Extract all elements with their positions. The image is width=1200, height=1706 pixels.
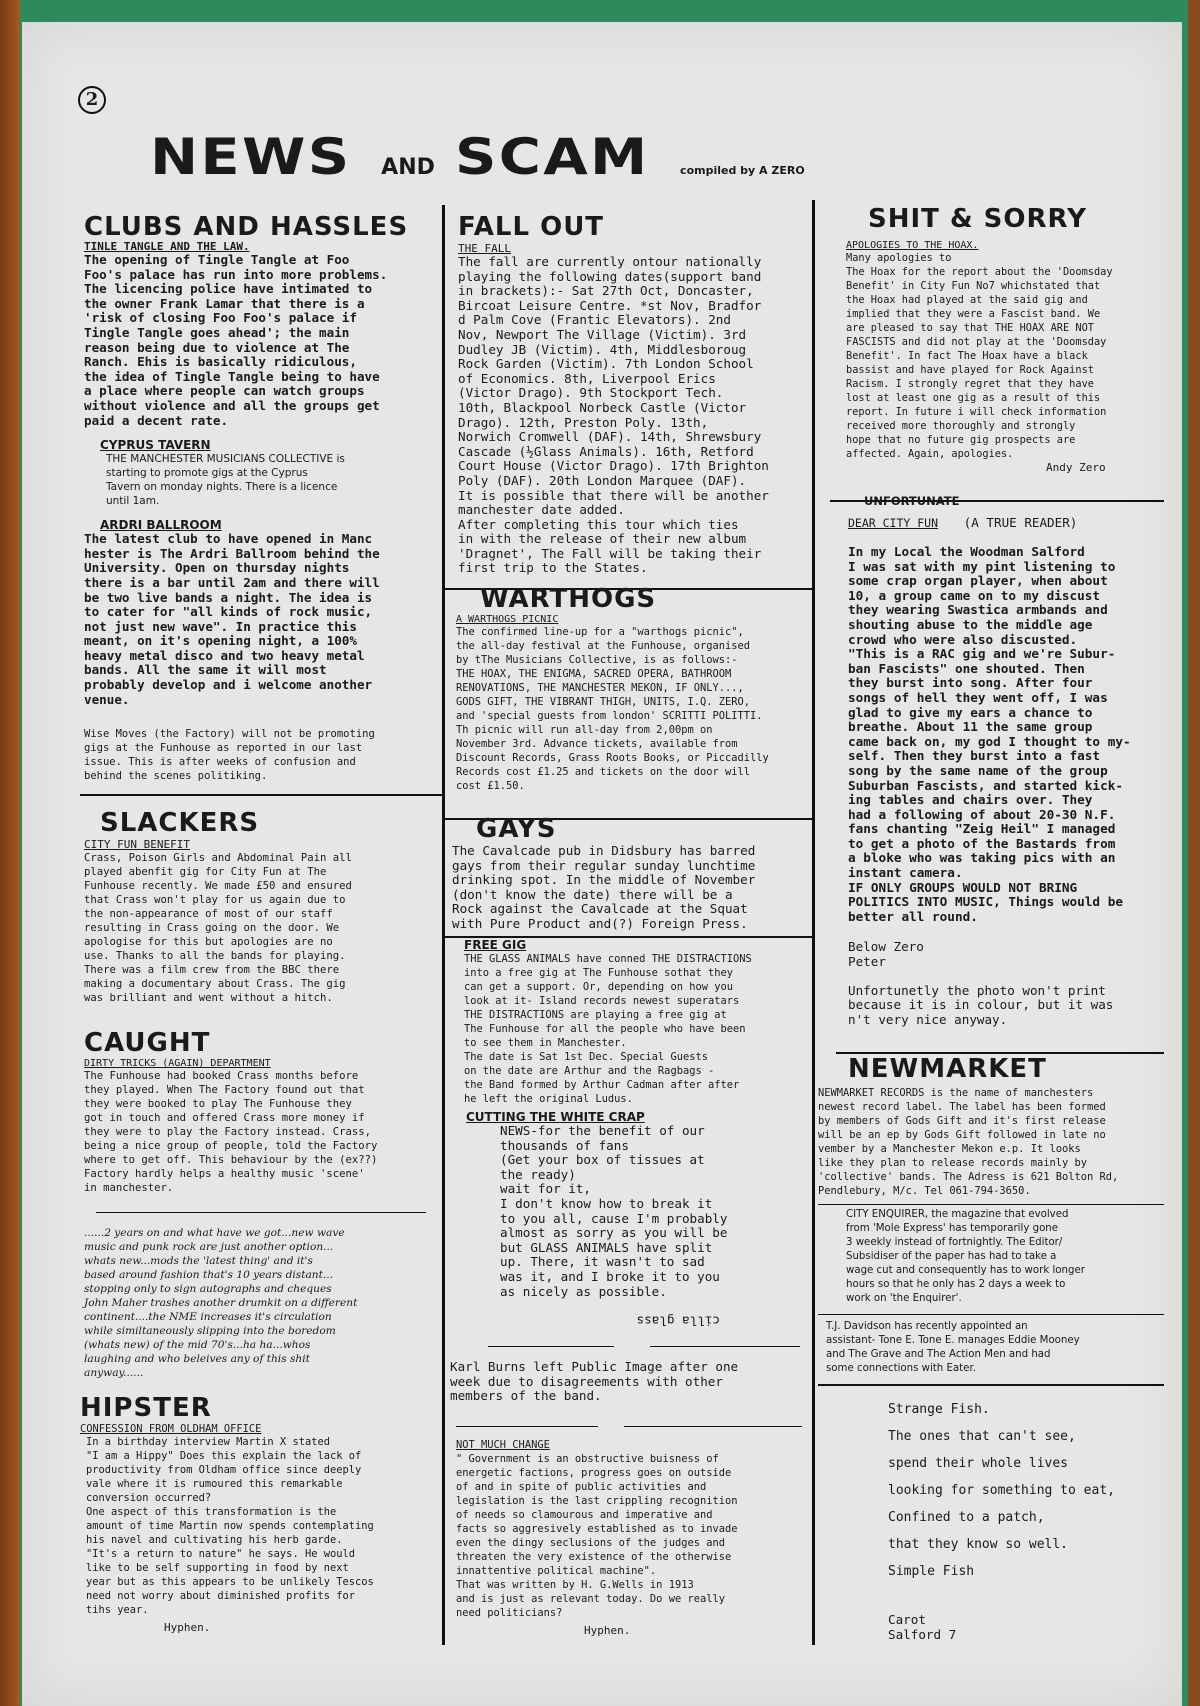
notmuch-heading: NOT MUCH CHANGE — [456, 1439, 550, 1451]
cyprus-heading: CYPRUS TAVERN — [100, 438, 211, 453]
slackers-section — [84, 810, 440, 1005]
clubs-body: The opening of Tingle Tangle at Foo Foo's palace has run into more problems. The licencing police have intimated to the owner Frank Lamar that there is a 'risk of closing Foo Foo's palace if Tingle Tangle goes ahead'; the main reason being due to violence at The Ranch. Ehis is basically ridiculous, the idea of Tingle Tangle being to have a place where people can watch groups without violence and all the groups get paid a decent rate. — [84, 252, 388, 428]
fallout-body: The fall are currently ontour nationally playing the following dates(support band in brackets):- Sat 27th Oct, Doncaster, Bircoat Leisure Centre. *st Nov, Bradfor d Palm Cove (Frantic Elevators). 2nd Nov, Newport The Village (Victim). 3rd Dudley JB (Victim). 4th, Middlesboroug Rock Garden (Victim). 7th London School of Economics. 8th, Liverpool Erics (Victor Drago). 9th Stockport Tech. 10th, Blackpool Norbeck Castle (Victor Drago). 12th, Preston Poly. 13th, Norwich Cromwell (DAF). 14th, Shrewsbury Cascade (½Glass Animals). 16th, Retford Court House (Victor Drago). 17th Brighton Poly (DAF). 20th London Marquee (DAF). It is possible that there will be another manchester date added. After completing this tour which ties in with the release of their new album 'Dragnet', The Fall will be taking their first trip to the States. — [458, 254, 769, 576]
shit-sorry-subheading: APOLOGIES TO THE HOAX. — [846, 240, 979, 251]
page-number: 2 — [78, 86, 106, 114]
wood-background-left — [0, 0, 20, 1706]
masthead-news: NEWS — [150, 128, 352, 186]
rule-mid-6 — [456, 1426, 598, 1427]
davidson-body: T.J. Davidson has recently appointed an assistant- Tone E. Tone E. manages Eddie Mooney and The Grave and The Action Men and had some connections with Eater. — [826, 1321, 1080, 1374]
rule-right-4 — [818, 1314, 1164, 1315]
rule-mid-7 — [624, 1426, 802, 1427]
shit-sorry-section — [846, 206, 1164, 475]
notmuch-section — [456, 1438, 812, 1638]
caught-subheading: DIRTY TRICKS (AGAIN) DEPARTMENT — [84, 1058, 271, 1069]
ardri-heading: ARDRI BALLROOM — [100, 518, 222, 533]
freegig-body: THE GLASS ANIMALS have conned THE DISTRACTIONS into a free gig at The Funhouse sothat they can get a support. Or, depending on how you look at it- Island records newest superatars THE DISTRACTIONS are playing a free gig at The Funhouse for all the people who have been to see them in Manchester. The date is Sat 1st Dec. Special Guests on the date are Arthur and the Ragbags - the Band formed by Arthur Cadman after after he left the original Ludus. — [464, 953, 752, 1105]
masthead — [150, 128, 805, 198]
unfortunate-footnote: Unfortunetly the photo won't print because it is in colour, but it was n't very nice anyway. — [848, 982, 1114, 1027]
crap-heading: CUTTING THE WHITE CRAP — [466, 1110, 645, 1124]
rule-right-5 — [818, 1384, 1164, 1386]
hipster-subheading: CONFESSION FROM OLDHAM OFFICE — [80, 1423, 262, 1435]
shit-sorry-signature: Andy Zero — [1046, 461, 1106, 474]
unfortunate-subheading: DEAR CITY FUN — [848, 516, 939, 530]
unfortunate-body: In my Local the Woodman Salford I was sat with my pint listening to some crap organ player, when about 10, a group came on to my discust they wearing Swastica armbands and shouting abuse to the middle age crowd who were also discusted. "This is a RAC gig and we're Subur- ban Fascists" one shouted. Then they burst into song. After four songs of hell they went off, I was glad to give my ears a chance to breathe. About 11 the same group came back on, my god I thought to my- self. Then they burst into a fast song by the same name of the group Suburban Fascists, and started kick- ing tables and chairs over. They had a following of about 20-30 N.F. fans chanting "Zeig Heil" I managed to get a photo of the Bastards from a bloke who was taking pics with an instant camera. IF ONLY GROUPS WOULD NOT BRING POLITICS INTO MUSIC, Things would be better all round. — [848, 544, 1131, 924]
freegig-heading: FREE GIG — [464, 938, 527, 952]
karl-body: Karl Burns left Public Image after one week due to disagreements with other members of the band. — [450, 1359, 739, 1404]
unfortunate-subheading-2: (A TRUE READER) — [963, 515, 1078, 530]
fallout-section — [458, 214, 818, 576]
caught-section — [84, 1030, 440, 1195]
column-rule-1 — [442, 205, 445, 1645]
caught-heading: CAUGHT — [84, 1028, 211, 1058]
rule-mid-4 — [488, 1346, 614, 1347]
hipster-body: In a birthday interview Martin X stated "I am a Hippy" Does this explain the lack of productivity from Oldham office since deeply vale where it is rumoured this remarkable conversion occurred? One aspect of this transformation is the amount of time Martin now spends contemplating his navel and cultivating his herb garde. "It's a return to nature" he says. He would like to be self supporting in food by next year but as this appears to be unlikely Tescos need not worry about diminished profits for tihs year. — [86, 1436, 374, 1616]
gays-section — [452, 816, 812, 932]
fish-poem-section — [888, 1396, 1164, 1642]
clubs-subheading: TINLE TANGLE AND THE LAW. — [84, 240, 250, 253]
slackers-body: Crass, Poison Girls and Abdominal Pain all played abenfit gig for City Fun at The Funhouse recently. We made £50 and ensured that Crass won't play for us again due to the non-appearance of most of our staff resulting in Crass going on the door. We apologise for this but apologies are no use. Thanks to all the bands for playing. There was a film crew from the BBC there making a documentary about Crass. The gig was brilliant and went without a hitch. — [84, 852, 352, 1004]
poem-body: ......2 years on and what have we got...new wave music and punk rock are just another option... whats new...mods the 'latest thing' and it's based around fashion that's 10 years distant... stopping only to sign autographs and cheques John Maher trashes another drumkit on a different continent....the NME increases it's circulation while similtaneously slipping into the boredom (whats new) of the mid 70's...ha ha...whos laughing and who beleives any of this shit anyway...... — [84, 1227, 358, 1379]
slackers-subheading: CITY FUN BENEFIT — [84, 838, 190, 851]
rule-mid-5 — [650, 1346, 800, 1347]
newmarket-body: NEWMARKET RECORDS is the name of manchesters newest record label. The label has been formed by members of Gods Gift and it's first release will be an ep by Gods Gift followed in late no vember by a Manchester Mekon e.p. It looks like they plan to release records mainly by 'collective' bands. The Adress is 621 Bolton Rd, Pendlebury, M/c. Tel 061-794-3650. — [818, 1087, 1119, 1197]
slackers-heading: SLACKERS — [100, 808, 260, 838]
hipster-section — [80, 1395, 442, 1635]
unfortunate-heading: UNFORTUNATE — [864, 494, 960, 508]
notmuch-signature: Hyphen. — [584, 1624, 631, 1637]
davidson-section — [826, 1320, 1166, 1376]
fish-poem-signature: Carot Salford 7 — [888, 1612, 957, 1642]
unfortunate-section — [848, 494, 1168, 1027]
gays-body: The Cavalcade pub in Didsbury has barred gays from their regular sunday lunchtime drinking spot. In the middle of November (don't know the date) there will be a Rock against the Cavalcade at the Squat with Pure Product and(?) Foreign Press. — [452, 843, 756, 931]
rule-left-2 — [96, 1212, 426, 1213]
ardri-body: The latest club to have opened in Manc hester is The Ardri Ballroom behind the University. Open on thursday nights there is a bar until 2am and there will be two live bands a night. The idea is to cater for "all kinds of rock music, not just new wave". In practice this meant, on it's opening night, a 100% heavy metal disco and two heavy metal bands. All the same it will most probably develop and i welcome another venue. — [84, 531, 380, 707]
enquirer-body: CITY ENQUIRER, the magazine that evolved from 'Mole Express' has temporarily gone 3 weekly instead of fortnightly. The Editor/ Subsidiser of the paper has had to take a wage cut and consequently has to work longer hours so that he only has 2 days a week to work on 'the Enquirer'. — [846, 1209, 1085, 1304]
hipster-heading: HIPSTER — [80, 1393, 212, 1423]
rule-left-1 — [80, 794, 442, 796]
fallout-heading: FALL OUT — [458, 212, 605, 242]
warthogs-body: The confirmed line-up for a "warthogs picnic", the all-day festival at the Funhouse, organised by tThe Musicians Collective, is as follows:- THE HOAX, THE ENIGMA, SACRED OPERA, BATHROOM RENOVATIONS, THE MANCHESTER MEKON, IF ONLY..., GODS GIFT, THE VIBRANT THIGH, UNITS, I.Q. ZERO, and 'special guests from london' SCRITTI POLITTI. Th picnic will run all-day from 2,00pm on November 3rd. Advance tickets, available from Discount Records, Grass Roots Books, or Piccadilly Records cost £1.25 and tickets on the door will cost £1.50. — [456, 626, 769, 792]
shit-sorry-heading: SHIT & SORRY — [868, 204, 1087, 234]
clubs-heading: CLUBS AND HASSLES — [84, 212, 409, 242]
crap-body: NEWS-for the benefit of our thousands of fans (Get your box of tissues at the ready) wait for it, I don't know how to break it to you all, cause I'm probably almost as sorry as you will be but GLASS ANIMALS have split up. There, it wasn't to sad was it, and I broke it to you as nicely as possible. — [500, 1123, 728, 1299]
notmuch-body: " Government is an obstructive buisness of energetic factions, progress goes on outside of and in spite of public activities and legislation is the last crippling recognition of needs so clamourous and imperative and facts so aggresively established as to invade even the dingy seclusions of the judges and threaten the very existence of the otherwise innattentive political machine". That was written by H. G.Wells in 1913 and is just as relevant today. Do we really need politicians? — [456, 1453, 738, 1619]
masthead-scam: SCAM — [454, 128, 650, 186]
crap-signature: cilla glass — [636, 1313, 720, 1329]
rule-right-3 — [818, 1204, 1164, 1205]
clubs-section — [84, 214, 440, 783]
fallout-subheading: THE FALL — [458, 242, 511, 255]
enquirer-section — [846, 1208, 1166, 1306]
warthogs-heading: WARTHOGS — [480, 584, 657, 614]
poem-section — [84, 1226, 444, 1380]
warthogs-subheading: A WARTHOGS PICNIC — [456, 614, 559, 625]
hipster-signature: Hyphen. — [164, 1621, 211, 1634]
warthogs-section — [456, 586, 816, 793]
karl-section — [450, 1360, 812, 1404]
wise-moves-body: Wise Moves (the Factory) will not be promoting gigs at the Funhouse as reported in our last issue. This is after weeks of confusion and behind the scenes politiking. — [84, 728, 375, 783]
newmarket-heading: NEWMARKET — [848, 1054, 1047, 1084]
fish-poem-body: Strange Fish. The ones that can't see, spend their whole lives looking for something to eat, Confined to a patch, that they know so well. Simple Fish — [888, 1402, 1115, 1579]
caught-body: The Funhouse had booked Crass months before they played. When The Factory found out that they were booked to play The Funhouse they got in touch and offered Crass more money if they were to play the Factory instead. Crass, being a nice group of people, told the Factory where to get off. This behaviour by the (ex??) Factory hardly helps a healthy music 'scene' in manchester. — [84, 1070, 378, 1194]
masthead-and: AND — [381, 155, 435, 180]
freegig-section — [464, 938, 814, 1106]
gays-heading: GAYS — [476, 814, 557, 844]
cyprus-body: THE MANCHESTER MUSICIANS COLLECTIVE is starting to promote gigs at the Cyprus Tavern on monday nights. There is a licence until 1am. — [106, 453, 345, 508]
unfortunate-signature: Below Zero Peter — [848, 939, 924, 970]
newmarket-section — [818, 1056, 1164, 1198]
masthead-credit: compiled by A ZERO — [680, 164, 805, 177]
shit-sorry-body: Many apologies to The Hoax for the report about the 'Doomsday Benefit' in City Fun No7 whichstated that the Hoax had played at the said gig and implied that they were a Fascist band. We are pleased to say that THE HOAX ARE NOT FASCISTS and did not play at the 'Doomsday Benefit'. In fact The Hoax have a black bassist and have played for Rock Against Racism. I strongly regret that they have lost at least one gig as a result of this report. In future i will check information received more thoroughly and strongly hope that no future gig prospects are affected. Again, apologies. — [846, 252, 1113, 460]
crap-section — [446, 1110, 812, 1328]
wood-background-right — [1188, 0, 1200, 1706]
